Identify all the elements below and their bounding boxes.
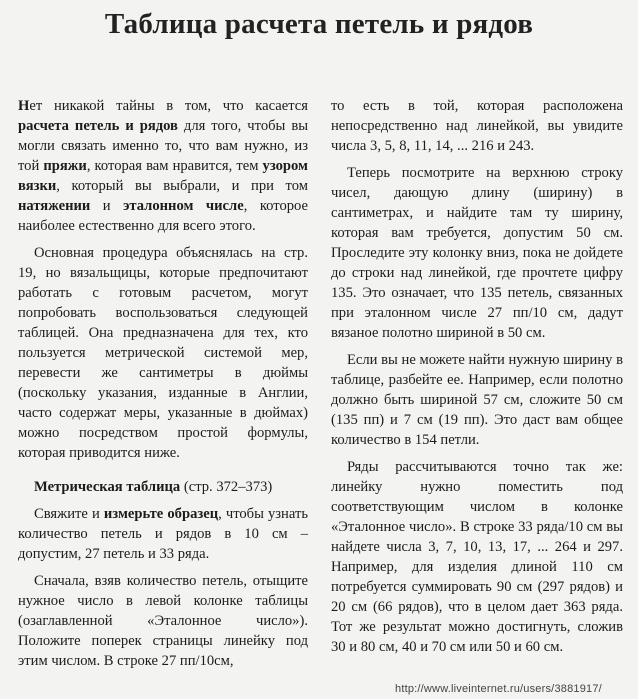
stitches-paragraph: Сначала, взяв количество петель, отыщите нужное число в левой колонке таблицы (озаглавленной «Эталонное число»). Положите поперек страницы линейку под этим числом. В строке 27 пп/10см, [18, 573, 308, 669]
source-url: http://www.liveinternet.ru/users/3881917/ [395, 683, 602, 695]
bold-term: пряжи [43, 158, 87, 174]
text-run: для того, чтобы вы могли связать именно то, что вам нужно, из той [18, 118, 309, 174]
text-run: , который вы выбрали, и при том [56, 178, 308, 194]
bold-term: эталонном числе [123, 198, 244, 214]
left-column [18, 96, 308, 678]
rows-paragraph: Ряды рассчитываются точно так же: линейку нужно поместить под соответствующим числом в колонке «Эталонное число». В строке 33 ряда/10 см вы найдете числа 3, 7, 10, 13, 17, ... 264 и 297. Например, для изделия длиной 110 см потребуется суммировать 90 см (297 рядов) и 20 см (66 рядов), что в целом дает 363 ряда. Тот же результат можно достигнуть, сложив 30 и 80 см, 40 и 70 см или 50 и 60 см. [331, 459, 623, 655]
page-title: Таблица расчета петель и рядов [104, 8, 534, 40]
text-run: и [90, 198, 124, 214]
procedure-paragraph: Основная процедура объяснялась на стр. 19, но вязальщицы, которые предпочитают работать с готовым расчетом, могут попробовать воспользоваться следующей таблицей. Она предназначена для тех, кто пользуется метрической системой мер, перевести же сантиметры в дюймы (поскольку указания, изданные в Англии, часто содержат меры, указанные в дюймах) можно посредством простой формулы, которая приводится ниже. [18, 245, 308, 461]
text-run: Свяжите и [34, 506, 104, 522]
intro-paragraph [18, 96, 308, 236]
bold-term: узором вязки [18, 158, 308, 194]
split-paragraph: Если вы не можете найти нужную ширину в таблице, разбейте ее. Например, если полотно должно быть шириной 57 см, сложите 50 см (135 пп) и 7 см (19 пп). Это даст вам общее количество в 154 петли. [331, 352, 623, 448]
section-heading [18, 477, 308, 497]
text-run: , которая вам нравится, тем [86, 158, 263, 174]
right-column [331, 96, 623, 664]
text-run: ет никакой тайны в том, что касается [29, 98, 308, 114]
text-run: , чтобы узнать количество петель и рядов в 10 см – допустим, 27 петель и 33 ряда. [18, 506, 308, 562]
text-run: , которое наиболее естественно для всего этого. [18, 198, 309, 234]
bold-term: расчета петель и рядов [18, 118, 178, 134]
bold-term: измерьте образец [103, 506, 219, 522]
sample-paragraph [18, 504, 308, 564]
drop-cap: Н [18, 98, 30, 114]
width-paragraph: Теперь посмотрите на верхнюю строку чисел, дающую длину (ширину) в сантиметрах, и найдите там ту ширину, которая вам требуется, допустим 50 см. Проследите эту колонку вниз, пока не дойдете до строки над линейкой, где прочтете цифру 135. Это означает, что 135 петель, связанных при эталонном числе 27 пп/10 см, дадут вязаное полотно шириной в 50 см. [331, 165, 623, 341]
continuation-paragraph: то есть в той, которая расположена непосредственно над линейкой, вы увидите числа 3, 5, 8, 11, 14, ... 216 и 243. [331, 98, 623, 154]
section-heading-bold: Метрическая таблица [34, 479, 181, 495]
bold-term: натяжении [18, 198, 91, 214]
section-heading-pages: (стр. 372–373) [180, 479, 273, 495]
